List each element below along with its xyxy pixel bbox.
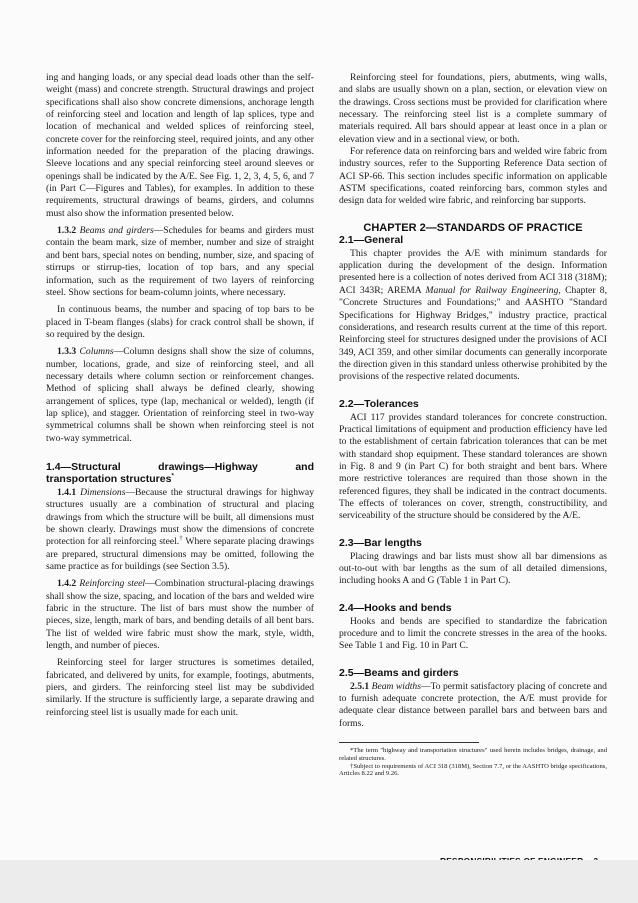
section-title: Beam widths	[371, 680, 421, 692]
paragraph-text: This chapter provides the A/E with minimum standards for application during the development of the design. Information presented here is a collection of notes derived from ACI 318 (318M); ACI 343R; AREMA	[339, 247, 607, 296]
right-column	[339, 72, 607, 778]
section-title: Beams and girders	[79, 225, 154, 237]
section-title: Dimensions	[80, 486, 126, 498]
chapter-title: CHAPTER 2—STANDARDS OF PRACTICE	[363, 221, 583, 234]
heading-2-1: 2.1—General	[339, 233, 404, 246]
footnote-2: †Subject to requirements of ACI 318 (318M), Section 7.7, or the AASHTO bridge specifications, Articles 8.22 and 9.26.	[339, 762, 607, 778]
paragraph-intro: ing and hanging loads, or any special dead loads other than the self-weight (mass) and concrete strength. Structural drawings and project specifications shall also show concrete dimensions, anchorage length of reinforcing steel and location and length of lap splices, type and location of mechanical and welded splices of reinforcing steel, concrete cover for the reinforcing steel, required joints, and any other information needed for the preparation of the placing drawings. Sleeve locations and any special reinforcing steel around sleeves or openings shall be indicated by the A/E. See Fig. 1, 2, 3, 4, 5, 6, and 7 (in Part C—Figures and Tables), for examples. In addition to these requirements, structural drawings of beams, girders, and columns must also show the information presented below.	[46, 72, 314, 219]
heading-1-4	[46, 461, 314, 485]
section-text: —Because the structural drawings for highway structures usually are a combination of structural and placing drawings from which the structure will be built, all dimensions must be shown clearly. Drawings must show the dimensions of concrete protection for all reinforcing steel.	[46, 486, 314, 548]
section-number: 2.5.1	[350, 680, 370, 692]
heading-2-5: 2.5—Beams and girders	[339, 666, 459, 679]
heading-2-3: 2.3—Bar lengths	[339, 536, 422, 549]
section-text: —Combination structural-placing drawings shall show the size, spacing, and location of the bars and welded wire fabric in the structure. The list of bars must show the number of pieces, size, length, mark of bars, and bending details of all bent bars. The list of welded wire fabric must show the mark, style, width, length, and number of pieces.	[46, 578, 314, 652]
section-number: 1.3.3	[57, 346, 77, 358]
paragraph-2-4: Hooks and bends are specified to standardize the fabrication procedure and to limit the concrete stresses in the area of the hooks. See Table 1 and Fig. 10 in Part C.	[339, 615, 607, 652]
section-text: —Column designs shall show the size of columns, number, locations, grade, and size of reinforcing steel, and all necessary details where column section or reinforcement changes. Method of splicing shall always be defined clearly, showing arrangement of splices, type (lap, mechanical or welded), length (if lap splice), and stagger. Orientation of reinforcing steel in two-way symmetrical columns shall be shown when reinforcing steel is not two-way symmetrical.	[46, 346, 314, 444]
footnote-1: *The term "highway and transportation structures" used herein includes bridges, drainage, and related structures.	[339, 747, 607, 762]
section-2-5-1	[339, 681, 607, 730]
paragraph-foundations: Reinforcing steel for foundations, piers, abutments, wing walls, and slabs are usually shown on a plan, section, or elevation view on the drawings. Cross sections must be provided for clarification where necessary. The reinforcing steel list is a complete summary of materials required. All bars should appear at least once in a plan or elevation view and in a sectional view, or both.	[339, 72, 607, 145]
footnote-mark: *	[171, 473, 174, 480]
section-text: —To permit satisfactory placing of concrete and to furnish adequate concrete protection, the A/E must provide for adequate clear distance between parallel bars and between bars and forms.	[339, 680, 607, 729]
heading-2-4: 2.4—Hooks and bends	[339, 601, 452, 614]
paragraph-2-3: Placing drawings and bar lists must show all bar dimensions as out-to-out with bar lengths as the sum of all detailed dimensions, including hooks A and G (Table 1 in Part C).	[339, 550, 607, 587]
section-title: Reinforcing steel	[79, 578, 146, 590]
section-title: Columns	[79, 346, 114, 358]
paragraph-2-1	[339, 248, 607, 384]
paragraph-text-continued: , Chapter 8, "Concrete Structures and Foundations;" and AASHTO "Standard Specifications for Highway Bridges," industry practice, practical considerations, and research results current at the time of this report. Reinforcing steel for structures designed under the provisions of ACI 349, ACI 359, and other similar documents can generally incorporate the direction given in this standard unless otherwise prohibited by the provisions of the respective related documents.	[339, 284, 608, 383]
heading-text: 1.4—Structural drawings—Highway and transportation structures	[46, 460, 314, 485]
left-column	[46, 72, 314, 719]
heading-2-2: 2.2—Tolerances	[339, 397, 419, 410]
paragraph-reference-data: For reference data on reinforcing bars and welded wire fabric from industry sources, refer to the Supporting Reference Data section of ACI SP-66. This section includes specific information on applicable ASTM specifications, coated reinforcing bars, common styles and design data for welded wire fabric, and reinforcing bar supports.	[339, 146, 607, 207]
section-1-4-2	[46, 578, 314, 652]
section-1-4-1	[46, 487, 314, 573]
section-number: 1.4.2	[57, 578, 77, 590]
paragraph-continuous-beams: In continuous beams, the number and spacing of top bars to be placed in T-beam flanges (slabs) for crack control shall be shown, if so required by the design.	[46, 304, 314, 340]
footnote-divider	[339, 742, 479, 743]
paragraph-larger-structures: Reinforcing steel for larger structures is sometimes detailed, fabricated, and delivered by units, for example, footings, abutments, piers, and girders. The reinforcing steel list may be subdivided similarly. If the structure is sufficiently large, a separate drawing and reinforcing steel list is usually made for each unit.	[46, 657, 314, 718]
manual-title: Manual for Railway Engineering	[425, 284, 559, 296]
section-number: 1.3.2	[57, 225, 77, 237]
section-number: 1.4.1	[57, 486, 77, 498]
background-strip	[0, 860, 638, 903]
section-1-3-2	[46, 225, 314, 299]
footnote-mark: †	[179, 536, 183, 543]
section-1-3-3	[46, 346, 314, 445]
section-text-continued: Where separate placing drawings are prepared, structural dimensions may be omitted, following the same practice as for buildings (see Section 3.5).	[46, 536, 314, 573]
section-text: —Schedules for beams and girders must contain the beam mark, size of member, number and size of straight and bent bars, special notes on bending, number, size, and spacing of stirrups or stirrup-ties, location of top bars, and any special information, such as the requirement of two layers of reinforcing steel. Show sections for beam-column joints, where necessary.	[46, 225, 314, 298]
paragraph-2-2: ACI 117 provides standard tolerances for concrete construction. Practical limitations of equipment and production efficiency have led to the establishment of certain fabrication tolerances that can be met with standard shop equipment. These standard tolerances are shown in Fig. 8 and 9 (in Part C) for both straight and bent bars. Where more restrictive tolerances are required than those shown in the referenced figures, they shall be indicated in the contract documents. The effects of tolerances on cover, strength, constructibility, and serviceability of the structure should be considered by the A/E.	[339, 411, 607, 522]
